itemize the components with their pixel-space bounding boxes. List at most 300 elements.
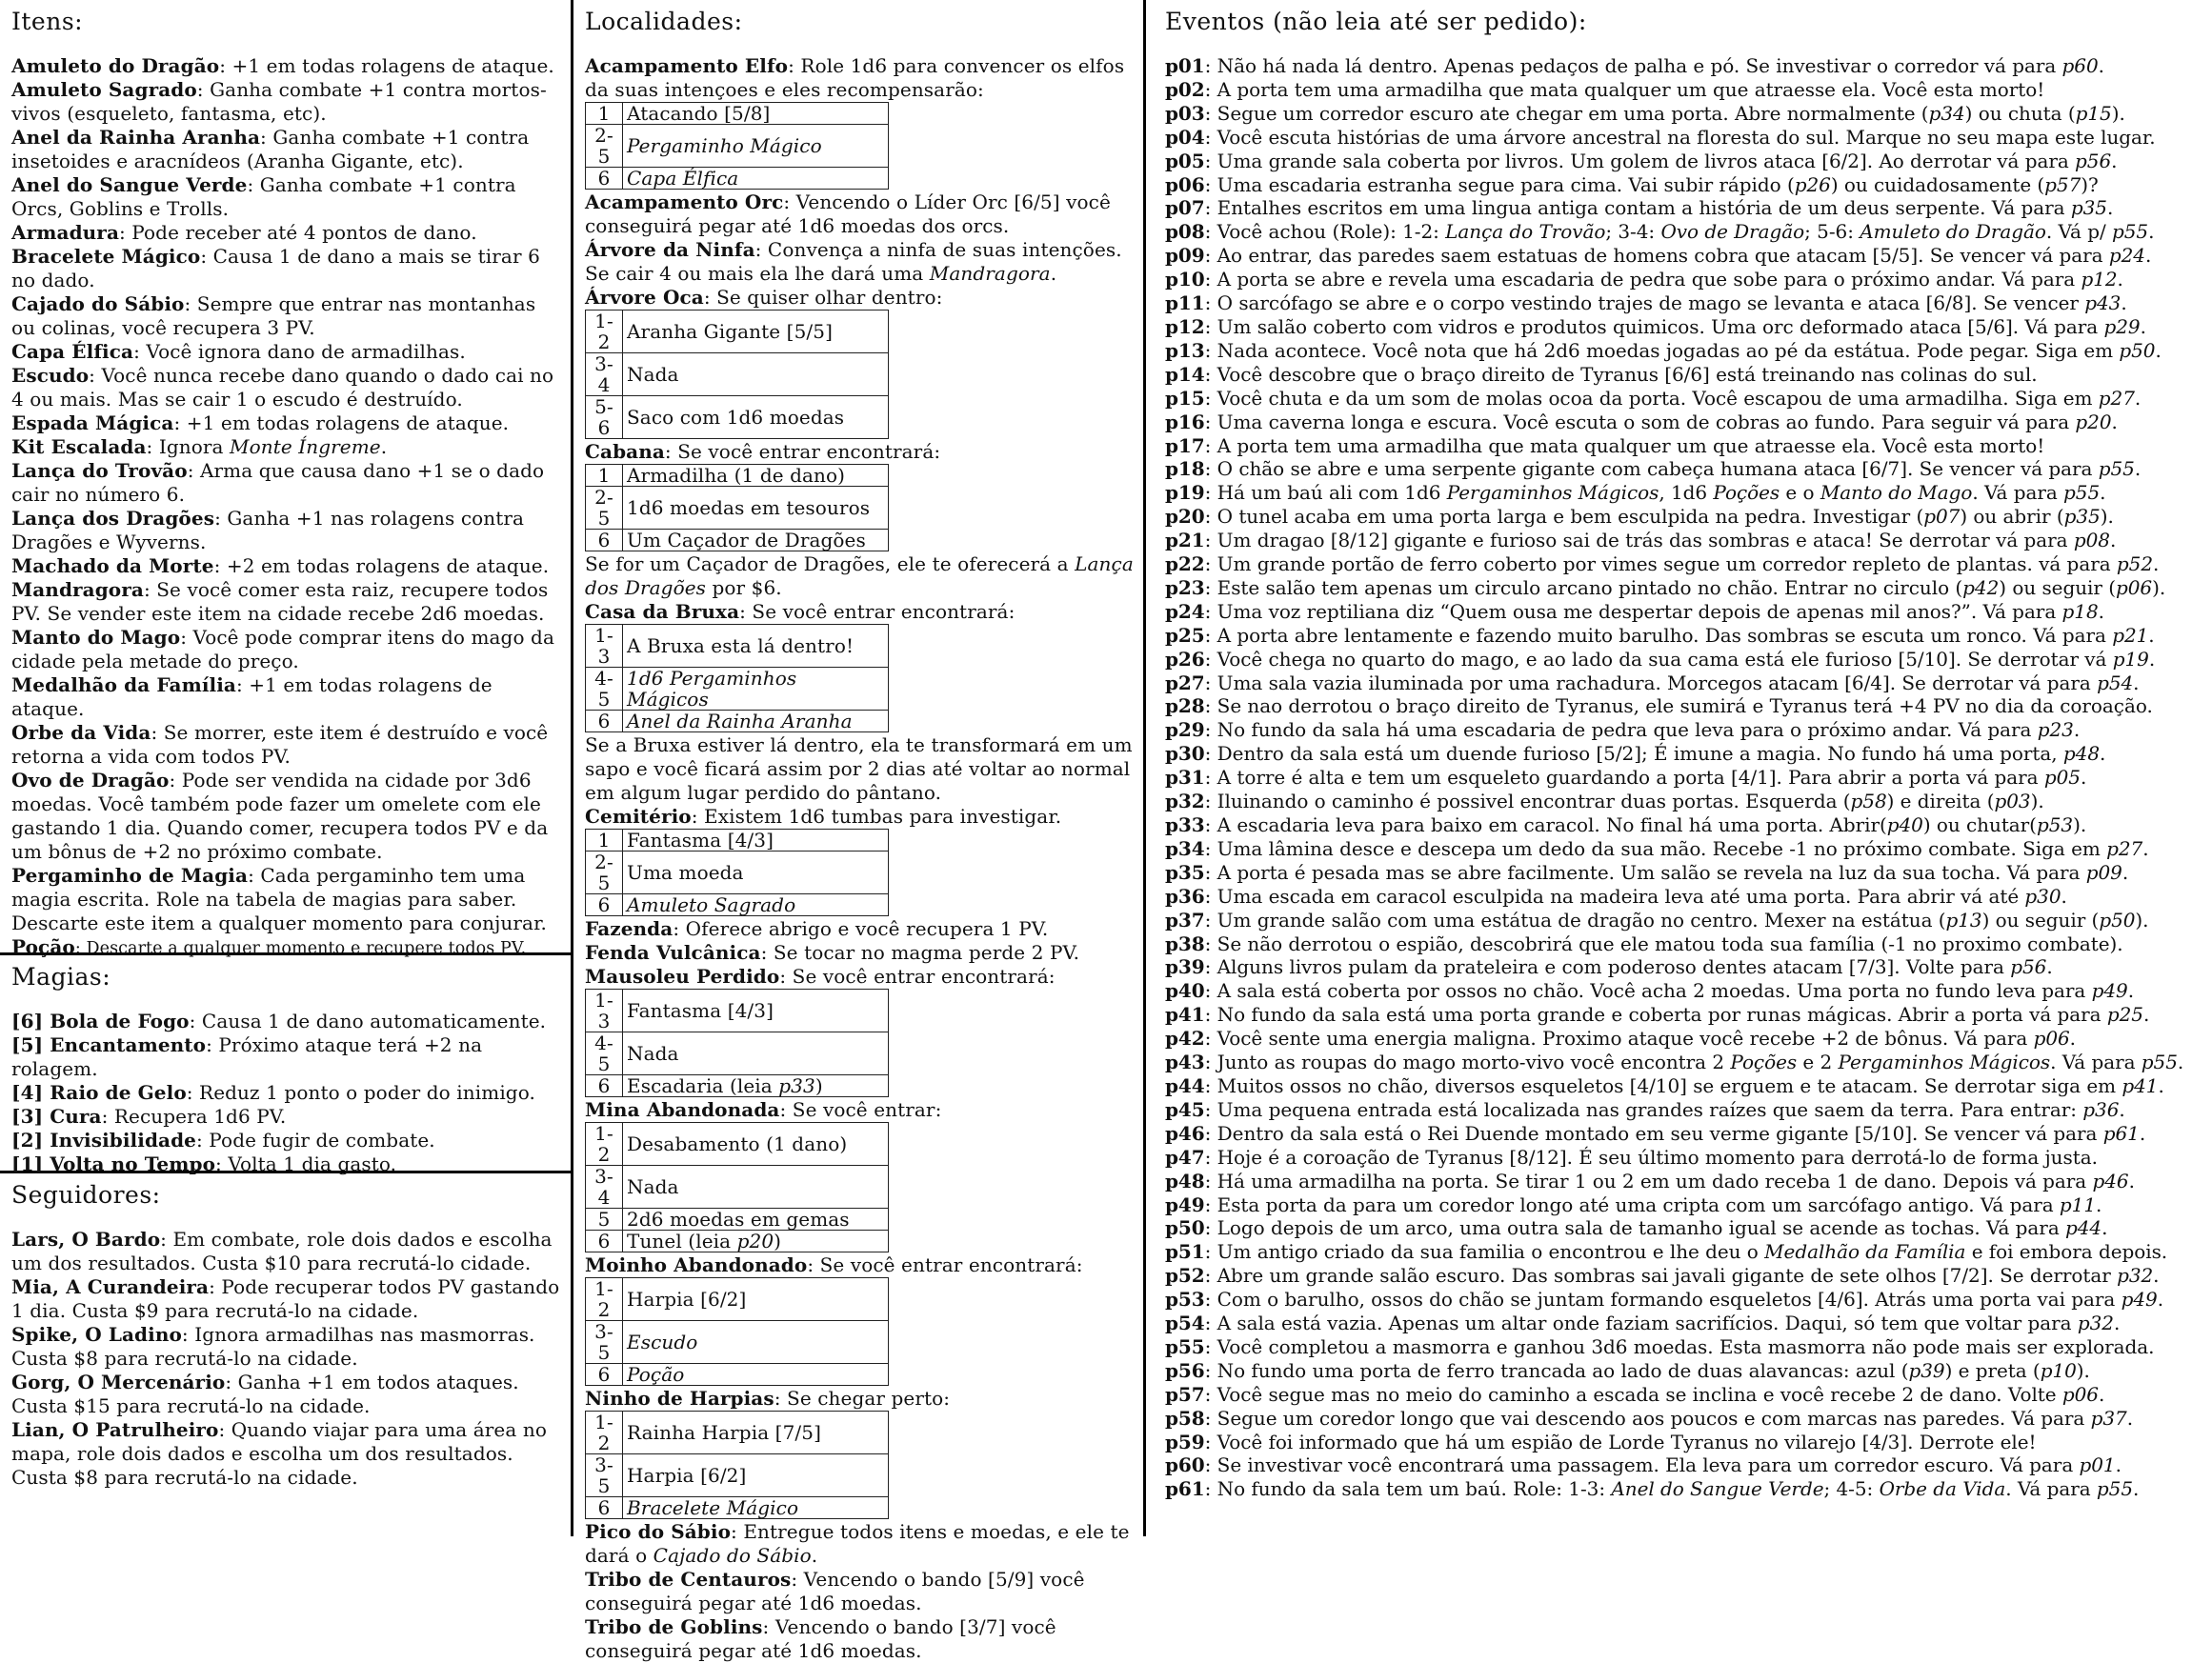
item-entry-text: : Você nunca recebe dano quando o dado cai no 4 ou mais. Mas se cair 1 o escudo é destruído.: [11, 364, 554, 411]
item-entry-name: Orbe da Vida: [11, 721, 151, 744]
evento-text: : Alguns livros pulam da prateleira e com poderoso dentes atacam [7/3]. Volte para p56.: [1204, 955, 2053, 979]
evento-text: : Se não derrotou o espião, descobrirá que ele matou toda sua família (-1 no proximo combate).: [1204, 932, 2123, 955]
item-entry: [11, 411, 563, 435]
evento-id: p51: [1165, 1240, 1205, 1264]
roll-result: 1d6 moedas em tesouros: [623, 487, 889, 530]
localidade-text: : Convença a ninfa de suas intenções. Se cair 4 ou mais ela lhe dará uma: [585, 238, 1122, 285]
evento-id: p23: [1165, 575, 1205, 599]
roll-result-ref: Bracelete Mágico: [627, 1496, 799, 1519]
item-entry: [11, 340, 563, 364]
magia-entry-text: : Reduz 1 ponto o poder do inimigo.: [186, 1081, 535, 1104]
roll-result: Harpia [6/2]: [623, 1278, 889, 1321]
roll-range: 1-3: [586, 625, 623, 668]
item-entry-name: Medalhão da Família: [11, 673, 236, 696]
evento-text: : O tunel acaba em uma porta larga e bem esculpida na pedra. Investigar (p07) ou abrir (p35).: [1204, 505, 2114, 529]
item-entry-name: Ovo de Dragão: [11, 769, 170, 791]
evento-id: p55: [1165, 1334, 1205, 1358]
localidade-name: Mausoleu Perdido: [585, 965, 780, 988]
evento-entry: [1165, 505, 2202, 529]
localidades-title: Localidades:: [585, 8, 743, 35]
eventos-title: Eventos (não leia até ser pedido):: [1165, 8, 1587, 35]
evento-id: p26: [1165, 647, 1205, 671]
evento-id: p18: [1165, 457, 1205, 481]
evento-entry: [1165, 220, 2202, 244]
evento-entry: [1165, 861, 2202, 885]
magia-entry-name: [2] Invisibilidade: [11, 1129, 197, 1152]
item-entry: [11, 435, 563, 459]
localidade-name: Casa da Bruxa: [585, 600, 740, 623]
evento-id: p50: [1165, 1216, 1205, 1240]
magia-entry: [11, 1081, 563, 1105]
roll-result-ref: p20: [736, 1230, 774, 1252]
evento-text: : Uma lâmina desce e descepa um dedo da sua mão. Recebe -1 no próximo combate. Siga em p27.: [1204, 836, 2149, 860]
item-entry-text: : Pode receber até 4 pontos de dano.: [119, 221, 477, 244]
evento-text: : Você escuta histórias de uma árvore ancestral na floresta do sul. Marque no seu mapa este lugar.: [1204, 125, 2156, 149]
seguidores-list: [11, 1228, 563, 1490]
evento-text: : A porta é pesada mas se abre facilmente. Um salão se revela na luz da sua tocha. Vá para p09.: [1204, 860, 2129, 884]
item-entry: [11, 721, 563, 769]
evento-text: : Ao entrar, das paredes saem estatuas de homens cobra que atacam [5/5]. Se vencer vá para p24.: [1204, 244, 2152, 268]
evento-entry: [1165, 1027, 2202, 1051]
evento-id: p46: [1165, 1121, 1205, 1145]
item-entry-name: Kit Escalada: [11, 435, 147, 458]
magias-section: [0, 955, 571, 1173]
localidade-text: : Se chegar perto:: [774, 1387, 951, 1410]
item-entry-text: : +1 em todas rolagens de ataque.: [173, 411, 510, 434]
evento-entry: [1165, 1383, 2202, 1407]
magia-entry-name: [4] Raio de Gelo: [11, 1081, 187, 1104]
localidade-text: : Entregue todos itens e moedas, e ele te dará o: [585, 1520, 1130, 1567]
magia-entry-text: : Causa 1 de dano automaticamente.: [189, 1010, 547, 1032]
item-entry-name: Armadura: [11, 221, 119, 244]
evento-entry: [1165, 173, 2202, 197]
roll-table: [585, 989, 889, 1097]
roll-result: Nada: [623, 1032, 889, 1075]
evento-id: p42: [1165, 1027, 1205, 1051]
evento-id: p61: [1165, 1477, 1205, 1501]
evento-entry: [1165, 790, 2202, 813]
localidade-entry: [585, 941, 1134, 965]
roll-table: [585, 102, 889, 190]
localidade-entry: [585, 440, 1134, 464]
magia-entry: [11, 1129, 563, 1152]
roll-row: [586, 1123, 889, 1166]
roll-row: [586, 1032, 889, 1075]
evento-id: p54: [1165, 1312, 1205, 1335]
evento-text: : Você sente uma energia maligna. Proximo ataque você recebe +2 de bônus. Vá para p06.: [1204, 1027, 2076, 1051]
evento-id: p36: [1165, 884, 1205, 908]
item-entry: [11, 54, 563, 78]
localidade-text: : Se você entrar encontrará:: [779, 965, 1056, 988]
evento-text: : Não há nada lá dentro. Apenas pedaços de palha e pó. Se investivar o corredor vá para p60.: [1204, 54, 2104, 77]
roll-result: Harpia [6/2]: [623, 1454, 889, 1497]
localidade-text: : Se você entrar encontrará:: [739, 600, 1016, 623]
localidade-name: Tribo de Centauros: [585, 1568, 792, 1591]
item-entry-text: : Ignora: [146, 435, 230, 458]
roll-row: [586, 311, 889, 353]
roll-result-ref: Anel da Rainha Aranha: [627, 710, 853, 732]
evento-entry: [1165, 481, 2202, 505]
seguidor-entry-name: Gorg, O Mercenário: [11, 1371, 226, 1393]
roll-result-ref: Capa Élfica: [627, 167, 739, 190]
evento-text: : Você chuta e da um som de molas ocoa da porta. Você escapou de uma armadilha. Siga em p27.: [1204, 386, 2142, 410]
evento-entry: [1165, 1074, 2202, 1098]
evento-id: p39: [1165, 955, 1205, 979]
evento-id: p02: [1165, 77, 1205, 101]
roll-table: [585, 310, 889, 439]
evento-id: p17: [1165, 433, 1205, 457]
localidade-name: Moinho Abandonado: [585, 1253, 808, 1276]
roll-range: 3-5: [586, 1454, 623, 1497]
localidade-note: [585, 552, 1134, 600]
evento-id: p57: [1165, 1382, 1205, 1406]
item-entry-name: Espada Mágica: [11, 411, 174, 434]
item-entry: [11, 554, 563, 578]
evento-text: : Você foi informado que há um espião de Lorde Tyranus no vilarejo [4/3]. Derrote ele!: [1204, 1430, 2037, 1453]
evento-entry: [1165, 1146, 2202, 1170]
item-entry-text: : Pode ser vendida na cidade por 3d6 moedas. Você também pode fazer um omelete com ele gastando 1 dia. Quando comer, recupera todos PV e da um bônus de +2 no próximo combate.: [11, 769, 549, 863]
evento-entry: [1165, 1477, 2202, 1501]
evento-id: p47: [1165, 1145, 1205, 1169]
localidade-text: .: [811, 1544, 818, 1567]
roll-range: 1-2: [586, 1123, 623, 1166]
seguidor-entry-name: Mia, A Curandeira: [11, 1275, 210, 1298]
item-entry-name: Lança do Trovão: [11, 459, 188, 482]
evento-text: : Este salão tem apenas um circulo arcano pintado no chão. Entrar no circulo (p42) ou seguir (p06).: [1204, 575, 2166, 599]
evento-text: : Entalhes escritos em uma lingua antiga contam a história de um deus serpente. Vá para p35.: [1204, 196, 2114, 220]
evento-text: : Você segue mas no meio do caminho a escada se inclina e você recebe 2 de dano. Volte p06.: [1204, 1382, 2105, 1406]
evento-id: p20: [1165, 505, 1205, 529]
magia-entry-text: : Volta 1 dia gasto.: [215, 1152, 397, 1175]
evento-entry: [1165, 411, 2202, 434]
localidade-name: Fenda Vulcânica: [585, 941, 761, 964]
roll-row: [586, 1075, 889, 1097]
roll-row: [586, 894, 889, 916]
evento-entry: [1165, 244, 2202, 268]
evento-text: : Um grande salão com uma estátua de dragão no centro. Mexer na estátua (p13) ou seguir (p50).: [1204, 908, 2149, 932]
item-entry: [11, 673, 563, 721]
localidade-text: : Se quiser olhar dentro:: [703, 286, 943, 309]
evento-text: : A torre é alta e tem um esqueleto guardando a porta [4/1]. Para abrir a porta vá para p05.: [1204, 766, 2087, 790]
evento-entry: [1165, 268, 2202, 291]
roll-range: 1: [586, 465, 623, 487]
roll-range: 1-2: [586, 1412, 623, 1454]
magia-entry: [11, 1033, 563, 1081]
evento-id: p15: [1165, 386, 1205, 410]
roll-result-ref: Poção: [627, 1363, 685, 1386]
localidade-text: : Vencendo o bando [3/7] você conseguirá pegar até 1d6 moedas.: [585, 1615, 1056, 1662]
evento-text: : No fundo da sala há uma escadaria de pedra que leva para o próximo andar. Vá para p23.: [1204, 718, 2081, 742]
evento-id: p49: [1165, 1192, 1205, 1216]
evento-text: : Junto as roupas do mago morto-vivo você encontra 2 Poções e 2 Pergaminhos Mágicos. Vá para p55.: [1204, 1051, 2184, 1074]
evento-id: p31: [1165, 766, 1205, 790]
roll-result-ref: Pergaminho Mágico: [627, 134, 822, 157]
item-entry-name: Lança dos Dragões: [11, 507, 215, 530]
localidade-name: Acampamento Elfo: [585, 54, 789, 77]
roll-range: 3-4: [586, 353, 623, 396]
evento-id: p43: [1165, 1051, 1205, 1074]
item-entry-name: Capa Élfica: [11, 340, 134, 363]
evento-entry: [1165, 1312, 2202, 1335]
roll-row: [586, 168, 889, 190]
seguidor-entry-name: Lars, O Bardo: [11, 1228, 161, 1251]
roll-range: 6: [586, 711, 623, 732]
roll-range: 1-3: [586, 990, 623, 1032]
item-entry-text: : Ganha +1 nas rolagens contra Dragões e Wyverns.: [11, 507, 525, 553]
roll-table: [585, 829, 889, 916]
eventos-section: [1146, 0, 2212, 1536]
localidade-note: [585, 733, 1134, 805]
evento-id: p40: [1165, 979, 1205, 1003]
evento-entry: [1165, 813, 2202, 837]
roll-table: [585, 1122, 889, 1252]
localidade-entry: [585, 238, 1134, 286]
magia-entry-name: [3] Cura: [11, 1105, 102, 1128]
roll-range: 3-4: [586, 1166, 623, 1209]
evento-entry: [1165, 339, 2202, 363]
evento-id: p45: [1165, 1097, 1205, 1121]
roll-result: [623, 668, 889, 711]
evento-text: : No fundo da sala tem um baú. Role: 1-3: Anel do Sangue Verde; 4-5: Orbe da Vida. Vá para p55.: [1204, 1477, 2140, 1501]
evento-id: p37: [1165, 908, 1205, 932]
seguidor-entry-text: : Pode recuperar todos PV gastando 1 dia. Custa $9 para recrutá-lo na cidade.: [11, 1275, 560, 1322]
localidade-name: Árvore da Ninfa: [585, 238, 755, 261]
evento-id: p04: [1165, 125, 1205, 149]
item-entry-name: Poção: [11, 935, 75, 958]
itens-title: Itens:: [11, 8, 84, 35]
evento-entry: [1165, 766, 2202, 790]
evento-entry: [1165, 909, 2202, 932]
evento-id: p33: [1165, 813, 1205, 836]
evento-entry: [1165, 1216, 2202, 1240]
evento-id: p30: [1165, 742, 1205, 766]
evento-entry: [1165, 1193, 2202, 1217]
evento-text: : Há uma armadilha na porta. Se tirar 1 ou 2 em um dado receba 1 de dano. Depois vá para p46.: [1204, 1169, 2135, 1192]
evento-entry: [1165, 932, 2202, 956]
eventos-list: [1165, 54, 2202, 1501]
localidade-text: Se a Bruxa estiver lá dentro, ela te transformará em um sapo e você ficará assim por 2 dias até voltar ao normal em algum lugar perdido do pântano.: [585, 733, 1133, 804]
evento-id: p09: [1165, 244, 1205, 268]
seguidores-section: [0, 1173, 571, 1536]
roll-range: 1-2: [586, 1278, 623, 1321]
evento-text: : Uma grande sala coberta por livros. Um golem de livros ataca [6/2]. Ao derrotar vá para p56.: [1204, 149, 2118, 172]
item-entry-ref: Monte Íngreme: [230, 435, 381, 458]
evento-text: : Você descobre que o braço direito de Tyranus [6/6] está treinando nas colinas do sul.: [1204, 362, 2038, 386]
roll-result: [623, 1364, 889, 1386]
item-entry-text: : Se você comer esta raiz, recupere todos PV. Se vender este item na cidade recebe 2d6 moedas.: [11, 578, 549, 625]
evento-id: p41: [1165, 1003, 1205, 1027]
roll-result: Desabamento (1 dano): [623, 1123, 889, 1166]
item-entry-text: : Sempre que entrar nas montanhas ou colinas, você recupera 3 PV.: [11, 292, 536, 339]
roll-result: Nada: [623, 353, 889, 396]
evento-id: p07: [1165, 196, 1205, 220]
evento-text: : Um grande portão de ferro coberto por vimes segue um corredor repleto de plantas. vá para p52.: [1204, 552, 2160, 576]
localidade-name: Cabana: [585, 440, 665, 463]
localidade-text: : Se você entrar:: [779, 1098, 942, 1121]
item-entry-name: Mandragora: [11, 578, 144, 601]
roll-range: 5-6: [586, 396, 623, 439]
itens-list: [11, 54, 563, 961]
localidade-ref: Lança dos Dragões: [585, 552, 1134, 599]
evento-entry: [1165, 1453, 2202, 1477]
item-entry: [11, 507, 563, 554]
evento-text: : Uma voz reptiliana diz “Quem ousa me despertar depois de apenas mil anos?”. Vá para p18.: [1204, 599, 2104, 623]
localidade-text: : Vencendo o Líder Orc [6/5] você conseguirá pegar até 1d6 moedas dos orcs.: [585, 190, 1111, 237]
evento-entry: [1165, 1122, 2202, 1146]
localidade-text: Se for um Caçador de Dragões, ele te oferecerá a: [585, 552, 1076, 575]
evento-entry: [1165, 1240, 2202, 1264]
item-entry-text: : Cada pergaminho tem uma magia escrita. Role na tabela de magias para saber. Descarte este item a qualquer momento para conjurar.: [11, 864, 547, 934]
item-entry-name: Amuleto do Dragão: [11, 54, 220, 77]
item-entry: [11, 769, 563, 864]
evento-entry: [1165, 434, 2202, 458]
evento-entry: [1165, 78, 2202, 102]
evento-id: p25: [1165, 623, 1205, 647]
localidade-entry: [585, 1098, 1134, 1122]
localidade-entry: [585, 1387, 1134, 1411]
evento-entry: [1165, 1431, 2202, 1454]
roll-range: 6: [586, 1075, 623, 1097]
evento-text: : Você achou (Role): 1-2: Lança do Trovão; 3-4: Ovo de Dragão; 5-6: Amuleto do Dragão. Vá p/ p55.: [1204, 220, 2155, 244]
evento-id: p27: [1165, 671, 1205, 694]
localidade-entry: [585, 600, 1134, 624]
evento-text: : O chão se abre e uma serpente gigante com cabeça humana ataca [6/7]. Se vencer vá para p55.: [1204, 457, 2142, 481]
item-entry-text: : +1 em todas rolagens de ataque.: [219, 54, 554, 77]
roll-row: [586, 530, 889, 551]
roll-result: Fantasma [4/3]: [623, 830, 889, 852]
evento-id: p16: [1165, 410, 1205, 433]
localidade-entry: [585, 917, 1134, 941]
roll-result-ref: Escudo: [627, 1331, 698, 1353]
item-entry: [11, 459, 563, 507]
localidade-text: : Se você entrar encontrará:: [807, 1253, 1083, 1276]
seguidor-entry-name: Spike, O Ladino: [11, 1323, 182, 1346]
roll-row: [586, 711, 889, 732]
localidade-entry: [585, 1615, 1134, 1663]
item-entry-name: Pergaminho de Magia: [11, 864, 249, 887]
evento-text: : Hoje é a coroação de Tyranus [8/12]. É seu último momento para derrotá-lo de forma justa.: [1204, 1145, 2098, 1169]
item-entry: [11, 626, 563, 673]
evento-entry: [1165, 1003, 2202, 1027]
roll-result: Armadilha (1 de dano): [623, 465, 889, 487]
evento-text: : A sala está coberta por ossos no chão. Você acha 2 moedas. Uma porta no fundo leva para p49.: [1204, 979, 2135, 1003]
item-entry: [11, 221, 563, 245]
evento-text: : Iluinando o caminho é possivel encontrar duas portas. Esquerda (p58) e direita (p03).: [1204, 790, 2044, 813]
localidade-ref: Cajado do Sábio: [653, 1544, 812, 1567]
item-entry-text: : Descarte a qualquer momento e recupere todos PV.: [74, 939, 527, 958]
evento-id: p59: [1165, 1430, 1205, 1453]
localidade-text: : Se tocar no magma perde 2 PV.: [760, 941, 1080, 964]
roll-row: [586, 1321, 889, 1364]
evento-entry: [1165, 315, 2202, 339]
evento-id: p35: [1165, 860, 1205, 884]
evento-id: p14: [1165, 362, 1205, 386]
roll-result: Uma moeda: [623, 852, 889, 894]
roll-range: 6: [586, 894, 623, 916]
roll-result: A Bruxa esta lá dentro!: [623, 625, 889, 668]
evento-text: : Segue um coredor longo que vai descendo aos poucos e com marcas nas paredes. Vá para p37.: [1204, 1406, 2134, 1430]
item-entry-name: Machado da Morte: [11, 554, 214, 577]
evento-id: p05: [1165, 149, 1205, 172]
item-entry: [11, 364, 563, 411]
evento-text: : Dentro da sala está o Rei Duende montado em seu verme gigante [5/10]. Se vencer vá para p61.: [1204, 1121, 2146, 1145]
evento-entry: [1165, 126, 2202, 150]
roll-result: Saco com 1d6 moedas: [623, 396, 889, 439]
roll-range: 4-5: [586, 1032, 623, 1075]
roll-result: Atacando [5/8]: [623, 103, 889, 125]
evento-text: : Você chega no quarto do mago, e ao lado da sua cama está ele furioso [5/10]. Se derrotar vá p19.: [1204, 647, 2156, 671]
roll-result: [623, 1497, 889, 1519]
evento-text: : Com o barulho, ossos do chão se juntam formando esqueletos [4/6]. Atrás uma porta vai para p49.: [1204, 1288, 2164, 1312]
evento-id: p08: [1165, 220, 1205, 244]
evento-entry: [1165, 387, 2202, 411]
evento-text: : A porta se abre e revela uma escadaria de pedra que sobe para o próximo andar. Vá para p12.: [1204, 268, 2123, 291]
evento-text: : A porta tem uma armadilha que mata qualquer um que atraesse ela. Você esta morto!: [1204, 77, 2045, 101]
evento-id: p48: [1165, 1169, 1205, 1192]
roll-row: [586, 1412, 889, 1454]
evento-entry: [1165, 363, 2202, 387]
roll-result: [623, 711, 889, 732]
evento-entry: [1165, 671, 2202, 695]
item-entry-text: : Ganha combate +1 contra insetoides e aracnídeos (Aranha Gigante, etc).: [11, 126, 530, 172]
item-entry-text: : Arma que causa dano +1 se o dado cair no número 6.: [11, 459, 545, 506]
evento-id: p38: [1165, 932, 1205, 955]
localidade-name: Acampamento Orc: [585, 190, 784, 213]
evento-id: p10: [1165, 268, 1205, 291]
roll-row: [586, 852, 889, 894]
evento-entry: [1165, 1264, 2202, 1288]
evento-text: : Uma caverna longa e escura. Você escuta o som de cobras ao fundo. Para seguir vá para p20.: [1204, 410, 2118, 433]
roll-result: [623, 1321, 889, 1364]
seguidor-entry-text: : Ignora armadilhas nas masmorras. Custa $8 para recrutá-lo na cidade.: [11, 1323, 535, 1370]
item-entry: [11, 578, 563, 626]
evento-entry: [1165, 54, 2202, 78]
localidade-name: Fazenda: [585, 917, 674, 940]
roll-result: Um Caçador de Dragões: [623, 530, 889, 551]
roll-range: 2-5: [586, 125, 623, 168]
roll-result: [623, 168, 889, 190]
magias-list: [11, 1010, 563, 1176]
evento-entry: [1165, 600, 2202, 624]
item-entry: [11, 78, 563, 126]
evento-entry: [1165, 196, 2202, 220]
item-entry: [11, 126, 563, 173]
roll-row: [586, 1364, 889, 1386]
localidades-list: [585, 54, 1134, 1663]
roll-result-ref: 1d6 Pergaminhos Mágicos: [627, 667, 797, 711]
evento-entry: [1165, 102, 2202, 126]
evento-text: : Uma escadaria estranha segue para cima. Vai subir rápido (p26) ou cuidadosamente (p57)?: [1204, 172, 2099, 196]
magia-entry-name: [6] Bola de Fogo: [11, 1010, 190, 1032]
evento-text: : Um antigo criado da sua familia o encontrou e lhe deu o Medalhão da Família e foi embora depois.: [1204, 1240, 2168, 1264]
item-entry-text: : Ganha combate +1 contra mortos-vivos (esqueleto, fantasma, etc).: [11, 78, 547, 125]
roll-result: Aranha Gigante [5/5]: [623, 311, 889, 353]
roll-row: [586, 465, 889, 487]
evento-entry: [1165, 1359, 2202, 1383]
item-entry-name: Bracelete Mágico: [11, 245, 201, 268]
localidade-entry: [585, 190, 1134, 238]
evento-id: p28: [1165, 694, 1205, 718]
evento-entry: [1165, 1335, 2202, 1359]
evento-text: : Uma escada em caracol esculpida na madeira leva até uma porta. Para abrir vá até p30.: [1204, 884, 2067, 908]
magia-entry: [11, 1010, 563, 1033]
magia-entry-name: [1] Volta no Tempo: [11, 1152, 216, 1175]
localidade-entry: [585, 965, 1134, 989]
roll-range: 6: [586, 1364, 623, 1386]
localidade-entry: [585, 1253, 1134, 1277]
item-entry-text: : Você pode comprar itens do mago da cidade pela metade do preço.: [11, 626, 554, 672]
roll-range: 6: [586, 530, 623, 551]
